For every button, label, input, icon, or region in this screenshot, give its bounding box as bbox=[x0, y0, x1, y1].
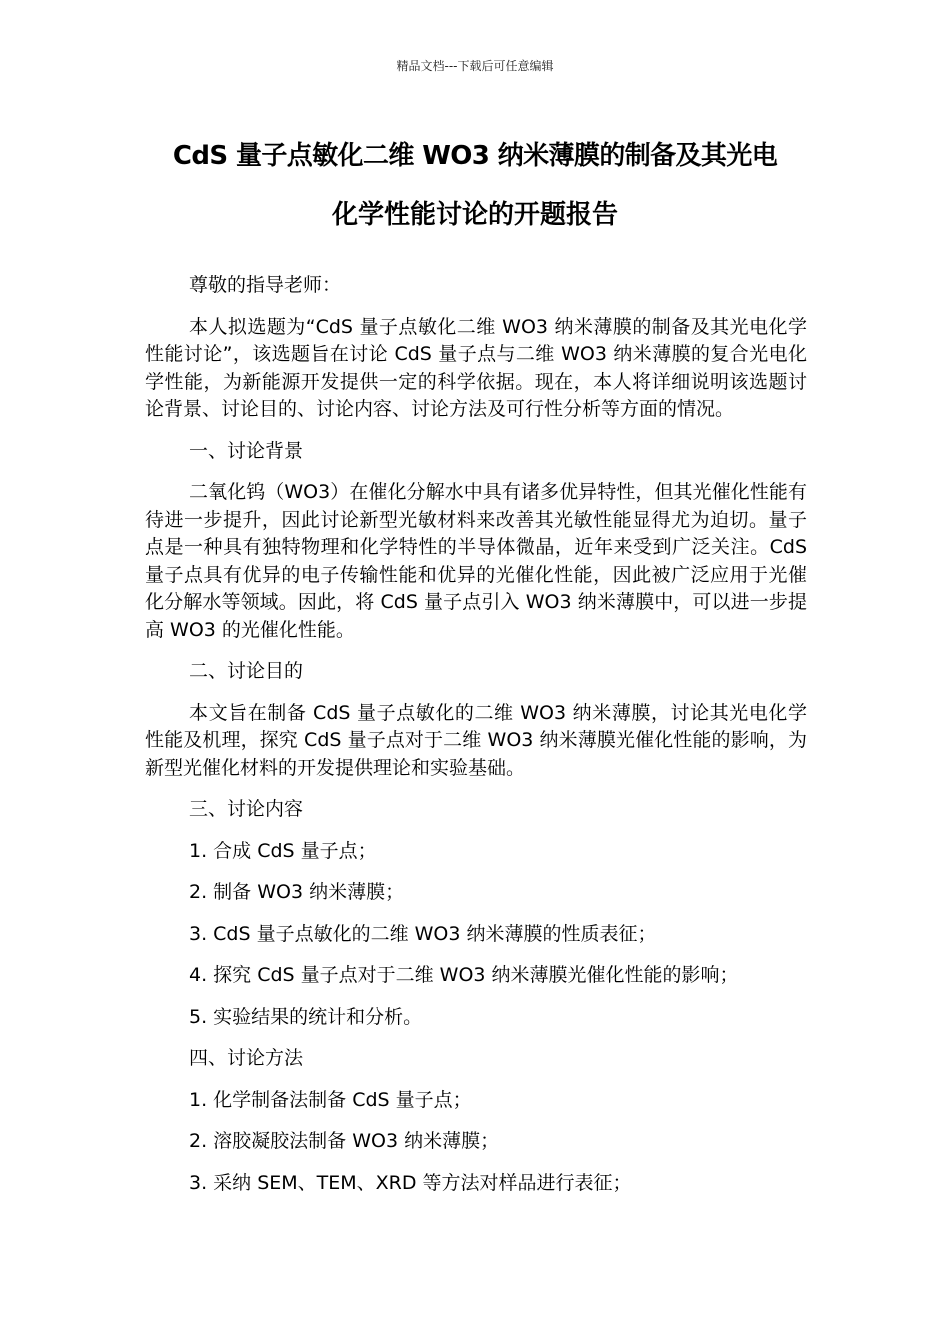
content-item-3: 3. CdS 量子点敏化的二维 WO3 纳米薄膜的性质表征； bbox=[189, 922, 657, 945]
document-title bbox=[140, 134, 810, 237]
section-heading-content: 三、讨论内容 bbox=[189, 798, 304, 820]
method-item-2: 2. 溶胶凝胶法制备 WO3 纳米薄膜； bbox=[189, 1130, 500, 1152]
content-item-5: 5. 实验结果的统计和分析。 bbox=[189, 1005, 423, 1028]
section-heading-background: 一、讨论背景 bbox=[189, 439, 304, 462]
method-item-3: 3. 采纳 SEM、TEM、XRD 等方法对样品进行表征； bbox=[189, 1171, 632, 1194]
section-heading-purpose: 二、讨论目的 bbox=[189, 660, 304, 682]
title-line-1: CdS 量子点敏化二维 WO3 纳米薄膜的制备及其光电 bbox=[172, 141, 778, 171]
content-item-2: 2. 制备 WO3 纳米薄膜； bbox=[189, 881, 405, 903]
header-note: 精品文档---下载后可任意编辑 bbox=[396, 59, 554, 73]
purpose-paragraph: 本文旨在制备 CdS 量子点敏化的二维 WO3 纳米薄膜，讨论其光电化学性能及机理，探究 CdS 量子点对于二维 WO3 纳米薄膜光催化性能的影响，为新型光催化材料的开发提供理论和实验基础。 bbox=[145, 701, 807, 779]
title-line-2: 化学性能讨论的开题报告 bbox=[331, 200, 618, 230]
content-item-4: 4. 探究 CdS 量子点对于二维 WO3 纳米薄膜光催化性能的影响； bbox=[189, 964, 739, 986]
method-item-1: 1. 化学制备法制备 CdS 量子点； bbox=[189, 1088, 472, 1111]
section-heading-methods: 四、讨论方法 bbox=[189, 1047, 304, 1069]
document-body bbox=[145, 272, 807, 1211]
intro-paragraph: 本人拟选题为“CdS 量子点敏化二维 WO3 纳米薄膜的制备及其光电化学性能讨论”，该选题旨在讨论 CdS 量子点与二维 WO3 纳米薄膜的复合光电化学性能，为新能源开发提供一定的科学依据。现在，本人将详细说明该选题讨论背景、讨论目的、讨论内容、讨论方法及可行性分析等方面的情况。 bbox=[145, 315, 807, 420]
salutation: 尊敬的指导老师： bbox=[189, 274, 342, 296]
background-paragraph: 二氧化钨（WO3）在催化分解水中具有诸多优异特性，但其光催化性能有待进一步提升，因此讨论新型光敏材料来改善其光敏性能显得尤为迫切。量子点是一种具有独特物理和化学特性的半导体微晶，近年来受到广泛关注。CdS 量子点具有优异的电子传输性能和优异的光催化性能，因此被广泛应用于光催化分解水等领域。因此，将 CdS 量子点引入 WO3 纳米薄膜中，可以进一步提高 WO3 的光催化性能。 bbox=[145, 481, 807, 641]
content-item-1: 1. 合成 CdS 量子点； bbox=[189, 839, 377, 862]
